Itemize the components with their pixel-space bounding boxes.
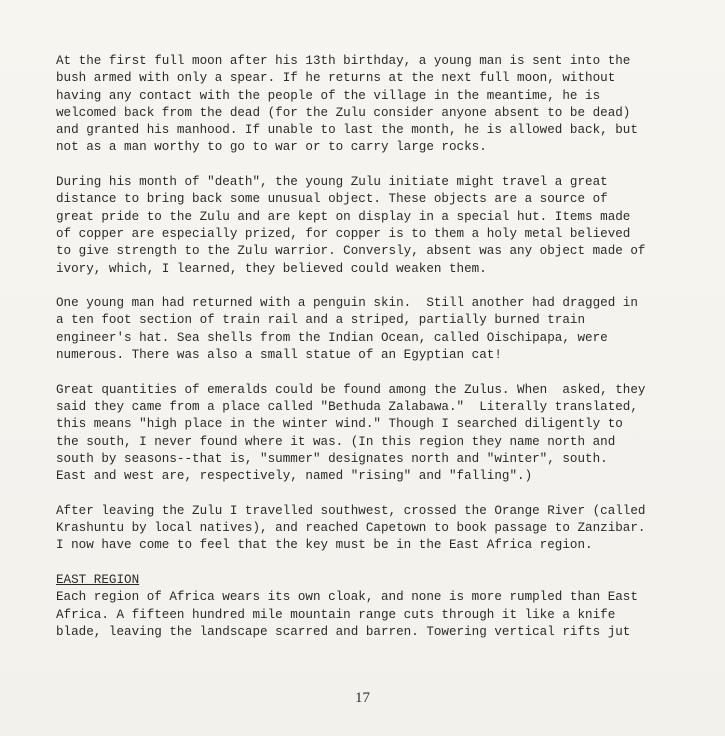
text-line: bush armed with only a spear. If he returns at the next full moon, without: [56, 71, 616, 86]
text-line: south by seasons--that is, "summer" designates north and "winter", south.: [56, 451, 608, 466]
text-line: great pride to the Zulu and are kept on display in a special hut. Items made: [56, 209, 631, 224]
page-number: 17: [355, 690, 370, 706]
text-line: I now have come to feel that the key must be in the East Africa region.: [56, 538, 593, 553]
section-heading: EAST REGION: [56, 572, 140, 587]
text-line: of copper are especially prized, for copper is to them a holy metal believed: [56, 226, 631, 241]
text-line: said they came from a place called "Bethuda Zalabawa." Literally translated,: [56, 399, 638, 414]
text-line: Krashuntu by local natives), and reached Capetown to book passage to Zanzibar.: [56, 521, 646, 536]
text-line: a ten foot section of train rail and a striped, partially burned train: [56, 313, 586, 328]
text-line: ivory, which, I learned, they believed could weaken them.: [56, 261, 487, 276]
section-paragraph: [56, 589, 681, 641]
text-line: One young man had returned with a penguin skin. Still another had dragged in: [56, 296, 638, 311]
text-line: engineer's hat. Sea shells from the Indian Ocean, called Oischipapa, were: [56, 330, 608, 345]
paragraph-2: [56, 174, 681, 278]
text-line: having any contact with the people of the village in the meantime, he is: [56, 88, 601, 103]
paragraph-3: [56, 295, 681, 364]
text-line: At the first full moon after his 13th birthday, a young man is sent into the: [56, 54, 631, 68]
text-line: Great quantities of emeralds could be found among the Zulus. When asked, they: [56, 382, 646, 397]
text-line: to give strength to the Zulu warrior. Conversly, absent was any object made of: [56, 244, 646, 259]
text-line: blade, leaving the landscape scarred and barren. Towering vertical rifts jut: [56, 624, 631, 639]
text-line: Each region of Africa wears its own cloak, and none is more rumpled than East: [56, 590, 638, 605]
paragraph-5: [56, 503, 681, 555]
text-line: the south, I never found where it was. (In this region they name north and: [56, 434, 616, 449]
text-line: and granted his manhood. If unable to last the month, he is allowed back, but: [56, 123, 638, 138]
text-line: During his month of "death", the young Zulu initiate might travel a great: [56, 175, 608, 190]
text-line: not as a man worthy to go to war or to carry large rocks.: [56, 140, 487, 155]
text-line: After leaving the Zulu I travelled southwest, crossed the Orange River (called: [56, 503, 646, 518]
paragraph-4: [56, 382, 681, 486]
text-line: distance to bring back some unusual object. These objects are a source of: [56, 192, 608, 207]
paragraph-1: [56, 53, 681, 157]
text-line: numerous. There was also a small statue of an Egyptian cat!: [56, 348, 502, 363]
text-line: welcomed back from the dead (for the Zulu consider anyone absent to be dead): [56, 105, 631, 120]
text-line: this means "high place in the winter wind." Though I searched diligently to: [56, 417, 623, 432]
text-line: East and west are, respectively, named "rising" and "falling".): [56, 469, 533, 484]
body-text: [56, 53, 681, 658]
text-line: Africa. A fifteen hundred mile mountain range cuts through it like a knife: [56, 607, 616, 622]
